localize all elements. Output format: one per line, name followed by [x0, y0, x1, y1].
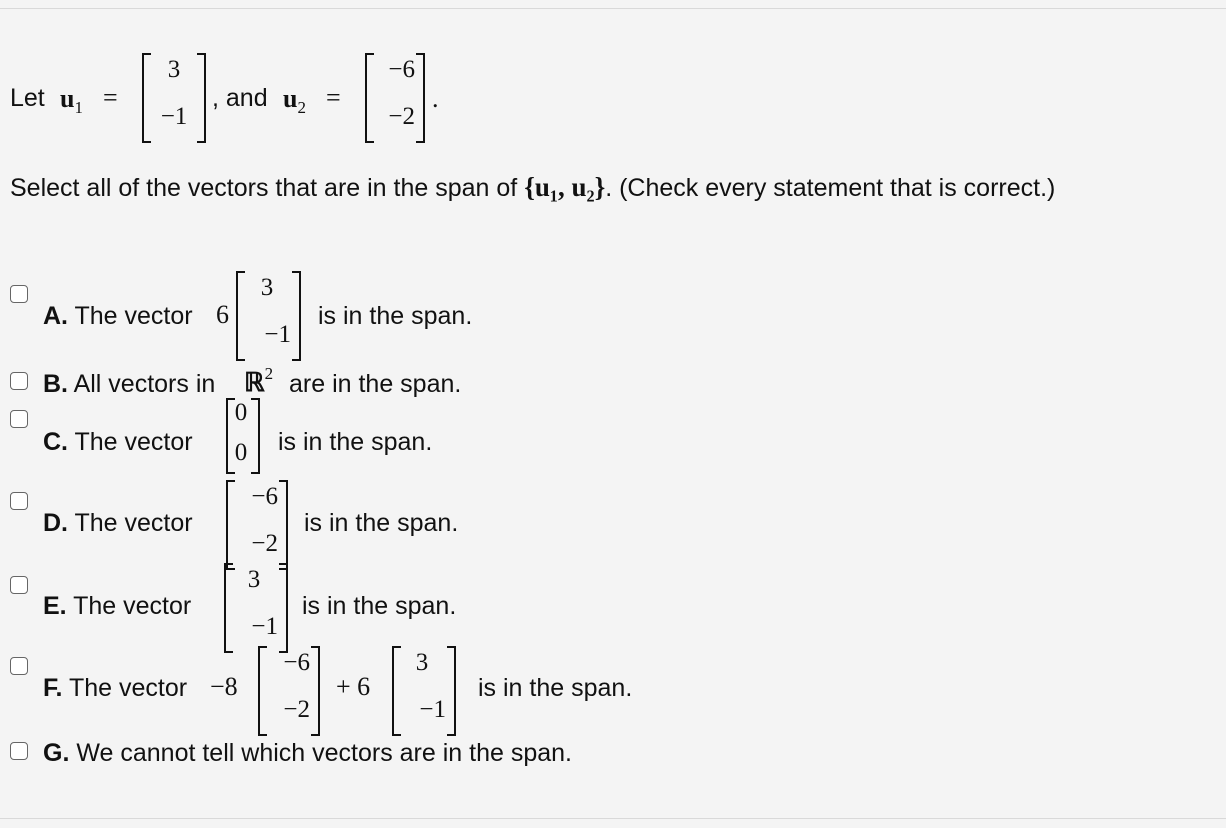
- equals-sign-2: =: [326, 83, 341, 112]
- checkbox-e[interactable]: [10, 576, 28, 594]
- option-f-v1-entry-2: −2: [283, 696, 310, 723]
- u1-entry-2: −1: [160, 103, 188, 130]
- question-set: {u₁, u₂}: [524, 172, 606, 202]
- option-a-suffix: is in the span.: [318, 302, 473, 330]
- question-before: Select all of the vectors that are in the span of: [10, 174, 518, 202]
- option-f-vector-1: [258, 646, 320, 734]
- checkbox-b[interactable]: [10, 372, 28, 390]
- question-after: . (Check every statement that is correct.): [605, 174, 1056, 202]
- u1-symbol: $u_1$: [60, 84, 83, 117]
- option-a-vector: [236, 271, 301, 359]
- question-text: [10, 172, 1055, 203]
- u2-entry-2: −2: [388, 103, 415, 130]
- option-a-coef: 6: [216, 300, 229, 329]
- option-a-entry-2: −1: [264, 321, 291, 348]
- option-f-plus: + 6: [336, 672, 371, 701]
- u1-entry-1: 3: [167, 56, 181, 83]
- period: .: [432, 84, 439, 113]
- option-a-label: A. The vector: [43, 302, 193, 330]
- r2-symbol: ℝ$^2$: [244, 364, 274, 397]
- checkbox-d[interactable]: [10, 492, 28, 510]
- u2-vector: [365, 53, 425, 141]
- option-e-entry-2: −1: [251, 613, 278, 640]
- equals-sign: =: [103, 83, 118, 112]
- and-text: , and: [212, 84, 268, 112]
- option-d-vector: [226, 480, 288, 568]
- top-divider: [0, 8, 1226, 9]
- checkbox-g[interactable]: [10, 742, 28, 760]
- checkbox-a[interactable]: [10, 285, 28, 303]
- option-c-vector: [226, 398, 260, 472]
- option-e-suffix: is in the span.: [302, 592, 457, 620]
- u2-entry-1: −6: [388, 56, 415, 83]
- option-c-label: C. The vector: [43, 428, 193, 456]
- let-text: Let: [10, 84, 45, 112]
- option-e-label: E. The vector: [43, 592, 192, 620]
- u1-vector: [142, 53, 206, 141]
- option-d-label: D. The vector: [43, 509, 193, 537]
- option-f-v2-entry-2: −1: [419, 696, 446, 723]
- option-b-suffix: are in the span.: [289, 370, 462, 398]
- u2-symbol: $u_2$: [283, 84, 306, 117]
- option-c-suffix: is in the span.: [278, 428, 433, 456]
- option-g-label: G. We cannot tell which vectors are in the span.: [43, 739, 572, 767]
- option-f-coef1: −8: [210, 672, 238, 701]
- option-d-entry-2: −2: [251, 530, 278, 557]
- checkbox-f[interactable]: [10, 657, 28, 675]
- option-f-v2-entry-1: 3: [415, 649, 429, 676]
- option-d-suffix: is in the span.: [304, 509, 459, 537]
- option-d-entry-1: −6: [251, 483, 278, 510]
- option-f-label: F. The vector: [43, 674, 188, 702]
- option-a-entry-1: 3: [260, 274, 274, 301]
- option-f-vector-2: [392, 646, 456, 734]
- option-e-vector: [224, 563, 288, 651]
- bottom-divider: [0, 818, 1226, 819]
- checkbox-c[interactable]: [10, 410, 28, 428]
- option-e-entry-1: 3: [247, 566, 261, 593]
- option-c-entry-1: 0: [234, 399, 248, 426]
- option-f-suffix: is in the span.: [478, 674, 633, 702]
- option-b-label: B. All vectors in: [43, 370, 216, 398]
- option-c-entry-2: 0: [234, 439, 248, 466]
- option-f-v1-entry-1: −6: [283, 649, 310, 676]
